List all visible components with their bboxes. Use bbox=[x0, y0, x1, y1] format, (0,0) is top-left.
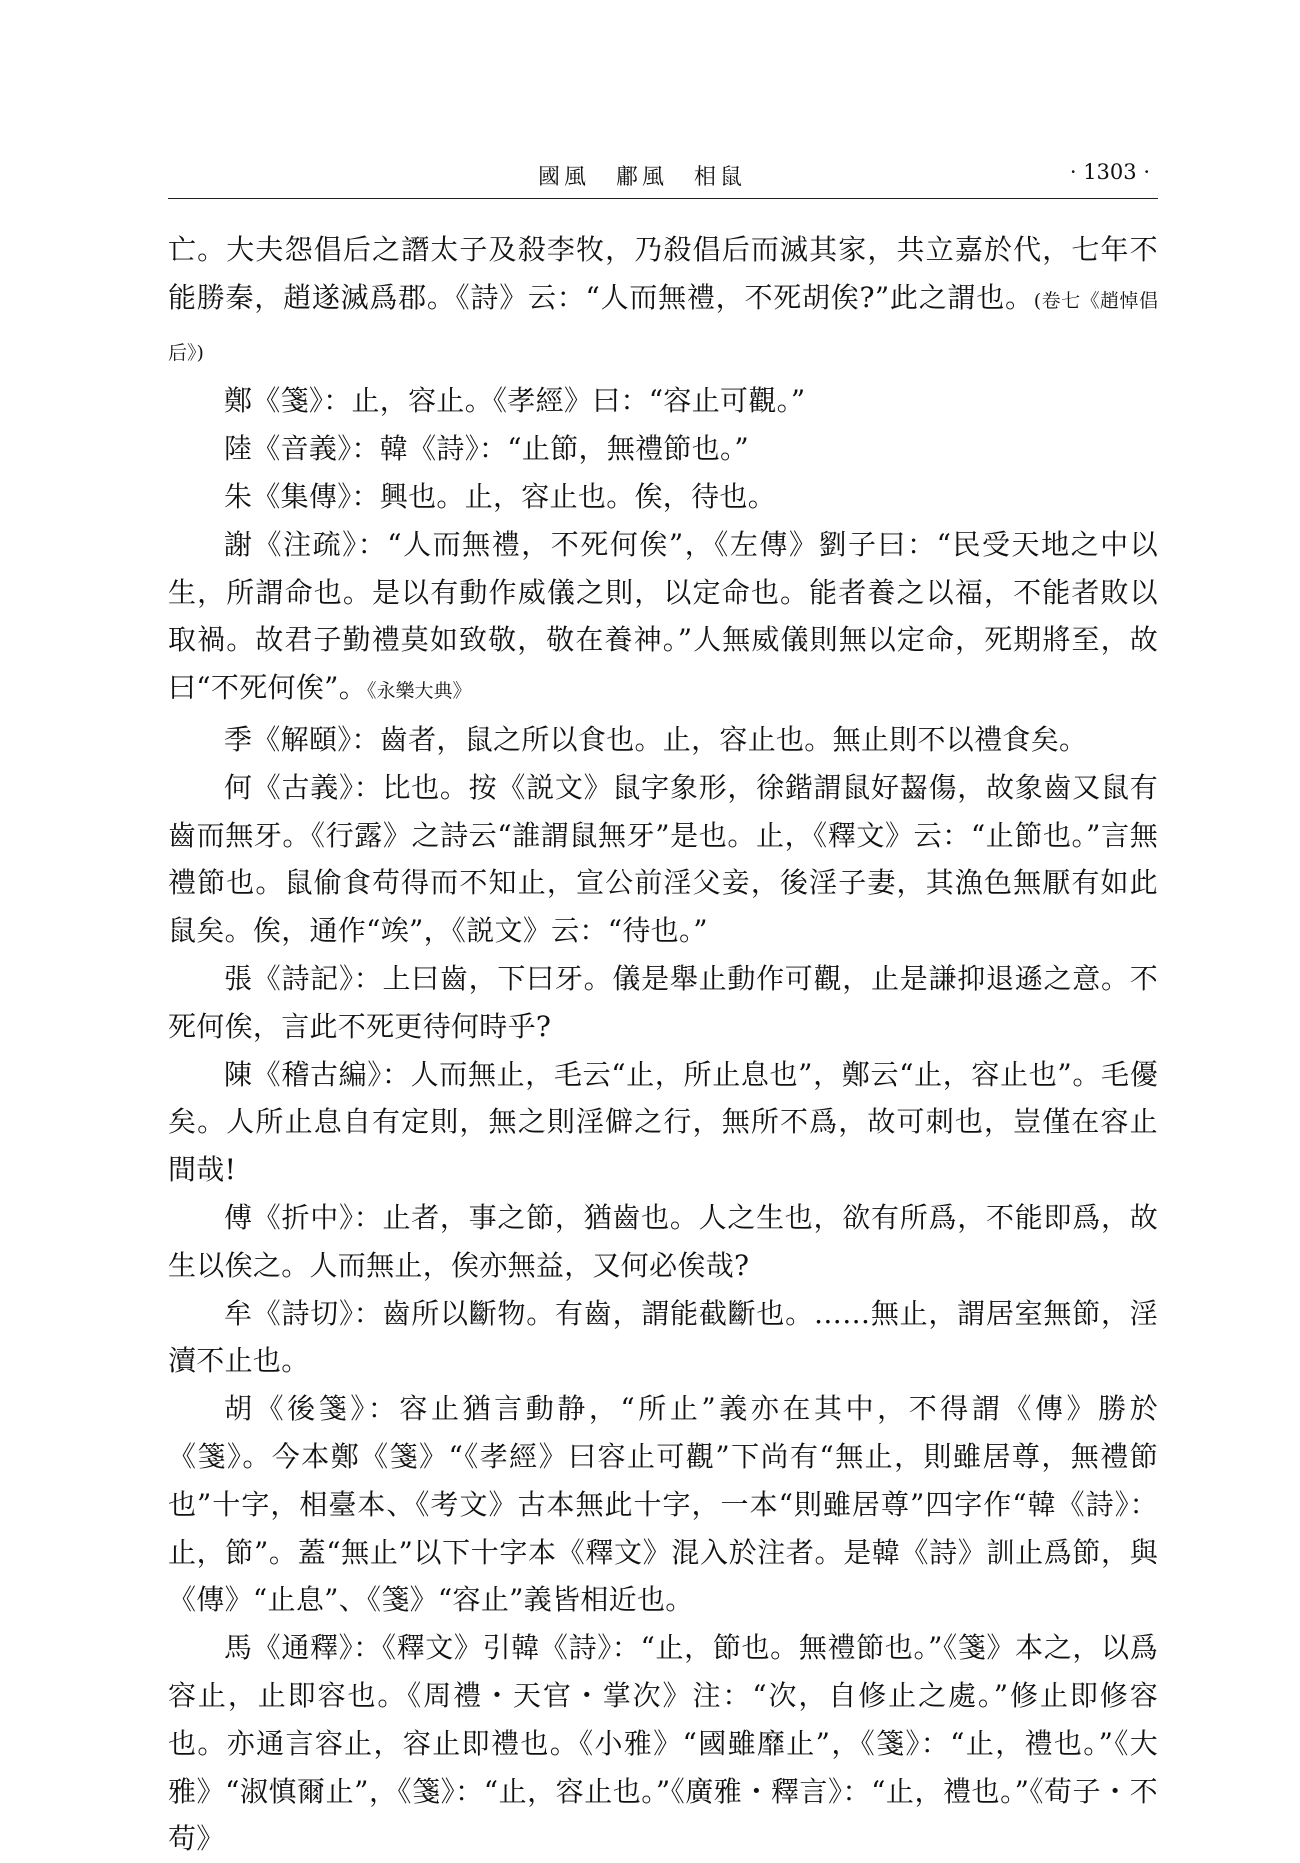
paragraph-continuation bbox=[168, 226, 1158, 377]
paragraph-text: 陸《音義》：韓《詩》：“止節，無禮節也。” bbox=[224, 432, 749, 466]
paragraph-text: 鄭《箋》：止，容止。《孝經》曰：“容止可觀。” bbox=[224, 384, 806, 418]
body-text bbox=[168, 226, 1158, 1863]
commentary-zheng-jian bbox=[168, 377, 1158, 425]
paragraph-text: 謝《注疏》：“人而無禮，不死何俟”，《左傳》劉子曰：“民受天地之中以生，所謂命也。是以有動作威儀之則，以定命也。能者養之以福，不能者敗以取禍。故君子勤禮莫如致敬，敬在養神。”人無威儀則無以定命，死期將至，故曰“不死何俟”。 bbox=[168, 527, 1158, 705]
running-head bbox=[168, 158, 1158, 194]
commentary-zhang-shiji bbox=[168, 955, 1158, 1051]
paragraph-text: 張《詩記》：上曰齒，下曰牙。儀是舉止動作可觀，止是謙抑退遜之意。不死何俟，言此不死更待何時乎? bbox=[168, 961, 1158, 1043]
commentary-fu-zhezhong bbox=[168, 1194, 1158, 1290]
section-title: 國風 鄘風 相鼠 bbox=[538, 165, 747, 190]
paragraph-text: 亡。大夫怨倡后之譖太子及殺李牧，乃殺倡后而滅其家，共立嘉於代，七年不能勝秦，趙遂滅爲郡。《詩》云：“人而無禮，不死胡俟?”此之謂也。 bbox=[168, 233, 1158, 314]
paragraph-text: 胡《後箋》：容止猶言動静，“所止”義亦在其中，不得謂《傳》勝於《箋》。今本鄭《箋》“《孝經》曰容止可觀”下尚有“無止，則雖居尊，無禮節也”十字，相臺本、《考文》古本無此十字，一本“則雖居尊”四字作“韓《詩》：止，節”。蓋“無止”以下十字本《釋文》混入於注者。是韓《詩》訓止爲節，與《傳》“止息”、《箋》“容止”義皆相近也。 bbox=[168, 1392, 1158, 1617]
source-note: 《永樂大典》 bbox=[367, 680, 472, 703]
paragraph-text: 陳《稽古編》：人而無止，毛云“止，所止息也”，鄭云“止，容止也”。毛優矣。人所止息自有定則，無之則淫僻之行，無所不爲，故可刺也，豈僅在容止間哉! bbox=[168, 1057, 1158, 1187]
commentary-ma-tongshi bbox=[168, 1624, 1158, 1863]
paragraph-text: 何《古義》：比也。按《説文》鼠字象形，徐鍇謂鼠好齧傷，故象齒又鼠有齒而無牙。《行露》之詩云“誰謂鼠無牙”是也。止，《釋文》云：“止節也。”言無禮節也。鼠偷食苟得而不知止，宣公前淫父妾，後淫子妻，其漁色無厭有如此鼠矣。俟，通作“竢”，《説文》云：“待也。” bbox=[168, 770, 1158, 948]
header-rule bbox=[168, 198, 1158, 199]
commentary-hu-houjian bbox=[168, 1385, 1158, 1624]
commentary-chen-jigubian bbox=[168, 1051, 1158, 1194]
source-note: (卷七《趙悼倡后》) bbox=[168, 289, 1158, 364]
commentary-zhu-jizhuan bbox=[168, 473, 1158, 521]
commentary-xie-zhushu bbox=[168, 521, 1158, 716]
commentary-lu-yinyi bbox=[168, 425, 1158, 473]
page-number: · 1303 · bbox=[1069, 160, 1150, 184]
commentary-mou-shiqie bbox=[168, 1290, 1158, 1386]
paragraph-text: 季《解頤》：齒者，鼠之所以食也。止，容止也。無止則不以禮食矣。 bbox=[224, 722, 1088, 756]
paragraph-text: 朱《集傳》：興也。止，容止也。俟，待也。 bbox=[224, 479, 777, 513]
commentary-he-guyi bbox=[168, 764, 1158, 955]
paragraph-text: 牟《詩切》：齒所以斷物。有齒，謂能截斷也。……無止，謂居室無節，淫瀆不止也。 bbox=[168, 1296, 1158, 1378]
paragraph-text: 馬《通釋》：《釋文》引韓《詩》：“止，節也。無禮節也。”《箋》本之，以爲容止，止即容也。《周禮・天官・掌次》注：“次，自修止之處。”修止即修容也。亦通言容止，容止即禮也。《小雅》“國雖靡止”，《箋》：“止，禮也。”《大雅》“淑慎爾止”，《箋》：“止，容止也。”《廣雅・釋言》：“止，禮也。”《荀子・不苟》 bbox=[168, 1631, 1158, 1856]
commentary-ji-jieyi bbox=[168, 716, 1158, 764]
paragraph-text: 傅《折中》：止者，事之節，猶齒也。人之生也，欲有所爲，不能即爲，故生以俟之。人而無止，俟亦無益，又何必俟哉? bbox=[168, 1200, 1158, 1282]
